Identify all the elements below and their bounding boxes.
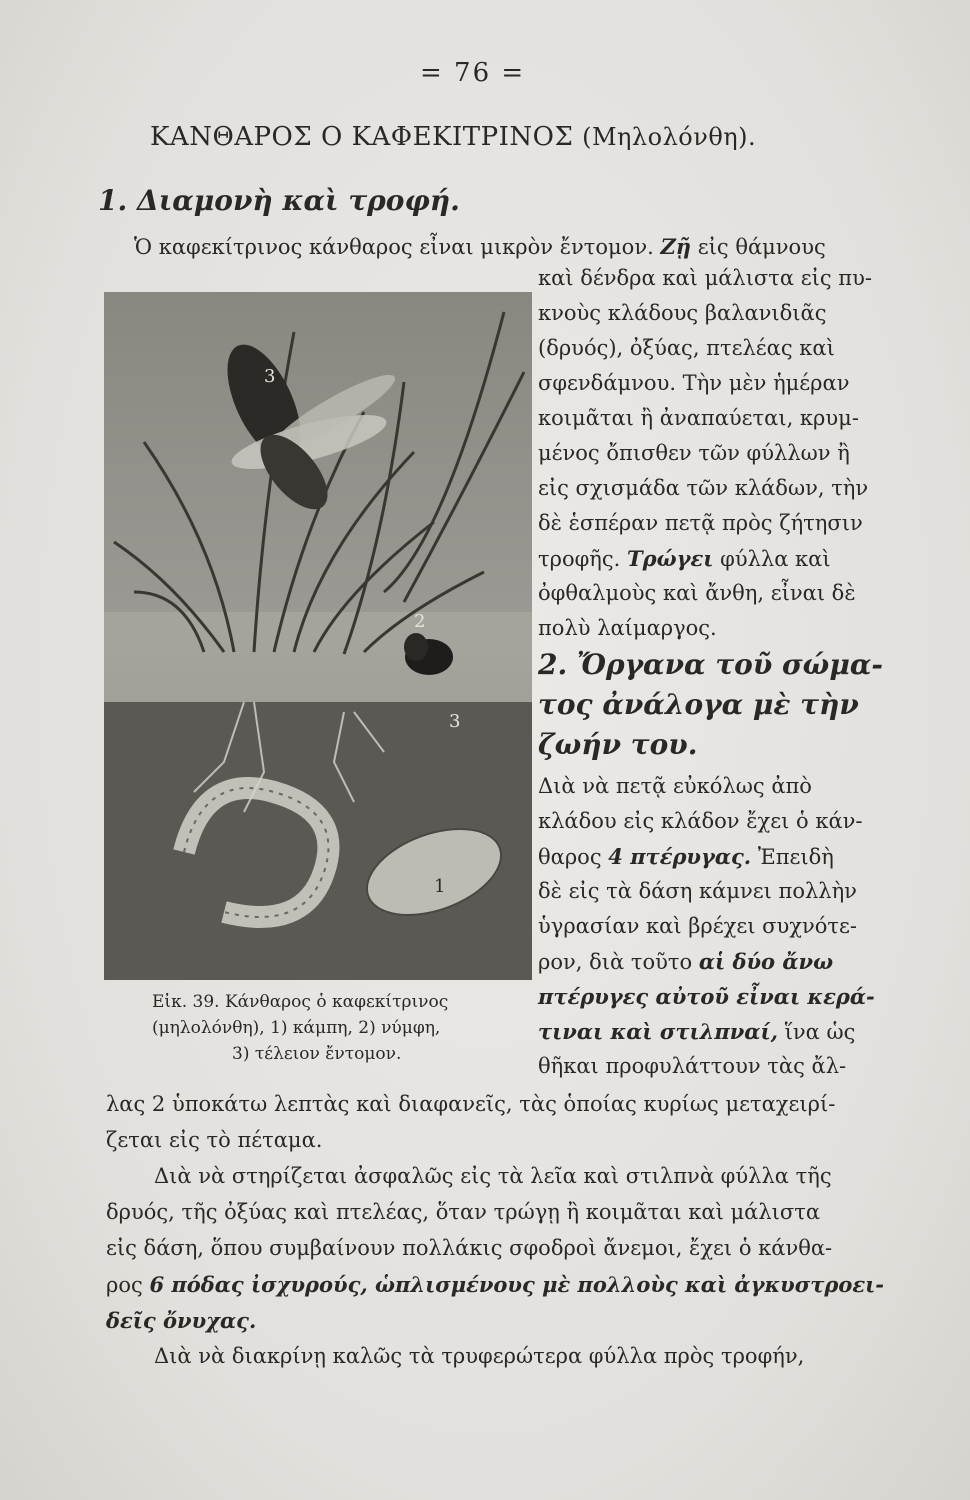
figure-label-2: 2: [414, 611, 426, 632]
col-line-7: εἰς σχισμάδα τῶν κλάδων, τὴν: [538, 476, 869, 500]
col-line-9: [538, 548, 831, 570]
intro-bold: Ζῇ: [660, 234, 692, 259]
dio-pre: ρον, διὰ τοῦτο: [538, 950, 693, 974]
col-line-14: [538, 846, 834, 868]
col-line-10: ὀφθαλμοὺς καὶ ἄνθη, εἶναι δὲ: [538, 581, 856, 605]
col-line-3: (δρυός), ὀξύας, πτελέας καὶ: [538, 336, 835, 360]
col-line-17: [538, 951, 833, 973]
section-heading-1: 1. Διαμονὴ καὶ τροφή.: [98, 184, 460, 217]
title-paren: (Μηλολόνθη).: [582, 123, 757, 151]
caption-line-3: 3) τέλειον ἔντομον.: [232, 1044, 402, 1064]
podas-bold: 6 πόδας ἰσχυρούς, ὡπλισμένους μὲ πολλοὺς καὶ ἀγκυστροει-: [149, 1272, 884, 1297]
full-line-5: εἰς δάση, ὅπου συμβαίνουν πολλάκις σφοδροὶ ἄνεμοι, ἔχει ὁ κάνθα-: [106, 1236, 833, 1260]
full-line-2: ζεται εἰς τὸ πέταμα.: [106, 1128, 323, 1152]
tharos-text: θαρος: [538, 845, 602, 869]
full-line-6: [106, 1274, 884, 1296]
col-line-4: σφενδάμνου. Τὴν μὲν ἡμέραν: [538, 371, 850, 395]
page-title: [150, 122, 756, 152]
col-line-19: [538, 1021, 855, 1043]
figure-label-1: 1: [434, 876, 446, 897]
intro-text: Ὁ καφεκίτρινος κάνθαρος εἶναι μικρὸν ἔντομον.: [134, 235, 654, 259]
full-line-8: Διὰ νὰ διακρίνῃ καλῶς τὰ τρυφερώτερα φύλλα πρὸς τροφήν,: [154, 1344, 805, 1368]
illustration-svg: [104, 292, 532, 980]
pteryges-bold: 4 πτέρυγας.: [608, 844, 752, 869]
bold-line-2: τιναι καὶ στιλπναί,: [538, 1019, 778, 1044]
col-line-16: ὑγρασίαν καὶ βρέχει συχνότε-: [538, 914, 857, 938]
dio-bold: αἱ δύο ἄνω: [698, 949, 834, 974]
title-main: ΚΑΝΘΑΡΟΣ Ο ΚΑΦΕΚΙΤΡΙΝΟΣ: [150, 122, 574, 152]
caption-line-1: Εἰκ. 39. Κάνθαρος ὁ καφεκίτρινος: [152, 992, 449, 1012]
section-heading-2-line-1: 2. Ὄργανα τοῦ σώμα-: [538, 648, 883, 681]
page-number: = 76 =: [420, 58, 526, 88]
col-line-15: δὲ εἰς τὰ δάση κάμνει πολλὴν: [538, 879, 857, 903]
right-column: [538, 268, 918, 1088]
col-line-11: πολὺ λαίμαργος.: [538, 616, 717, 640]
col-line-8: δὲ ἑσπέραν πετᾷ πρὸς ζήτησιν: [538, 511, 863, 535]
beetle-illustration: [104, 292, 532, 980]
col-line-20: θῆκαι προφυλάττουν τὰς ἄλ-: [538, 1054, 847, 1078]
epeidi-text: Ἐπειδὴ: [757, 845, 834, 869]
caption-line-2: (μηλολόνθη), 1) κάμπη, 2) νύμφη,: [152, 1018, 441, 1038]
full-line-7: δεῖς ὄνυχας.: [106, 1308, 257, 1333]
trogei-rest: φύλλα καὶ: [720, 547, 831, 571]
ina-text: ἵνα ὡς: [784, 1020, 856, 1044]
figure-label-3-bottom: 3: [449, 711, 461, 732]
full-line-1: λας 2 ὑποκάτω λεπτὰς καὶ διαφανεῖς, τὰς ὁποίας κυρίως μεταχειρί-: [106, 1092, 836, 1116]
col-line-1: καὶ δένδρα καὶ μάλιστα εἰς πυ-: [538, 266, 872, 290]
col-line-12: Διὰ νὰ πετᾷ εὐκόλως ἀπὸ: [538, 774, 812, 798]
col-line-18: πτέρυγες αὐτοῦ εἶναι κερά-: [538, 984, 875, 1009]
figure-label-3-top: 3: [264, 366, 276, 387]
podas-pre: ρος: [106, 1273, 143, 1297]
col-line-5: κοιμᾶται ἢ ἀναπαύεται, κρυμ-: [538, 406, 859, 430]
intro-line: [134, 236, 826, 258]
col-line-13: κλάδου εἰς κλάδον ἔχει ὁ κάν-: [538, 809, 863, 833]
full-line-3: Διὰ νὰ στηρίζεται ἀσφαλῶς εἰς τὰ λεῖα καὶ στιλπνὰ φύλλα τῆς: [154, 1164, 832, 1188]
intro-rest: εἰς θάμνους: [697, 235, 826, 259]
col-line-2: κνοὺς κλάδους βαλανιδιᾶς: [538, 301, 827, 325]
ground-surface: [104, 612, 532, 702]
trogei-bold: Τρώγει: [627, 546, 714, 571]
section-heading-2-line-3: ζωήν του.: [538, 728, 698, 761]
section-heading-2-line-2: τος ἀνάλογα μὲ τὴν: [538, 688, 859, 721]
trofis-text: τροφῆς.: [538, 547, 621, 571]
col-line-6: μένος ὄπισθεν τῶν φύλλων ἢ: [538, 441, 850, 465]
full-line-4: δρυός, τῆς ὀξύας καὶ πτελέας, ὅταν τρώγῃ ἢ κοιμᾶται καὶ μάλιστα: [106, 1200, 821, 1224]
